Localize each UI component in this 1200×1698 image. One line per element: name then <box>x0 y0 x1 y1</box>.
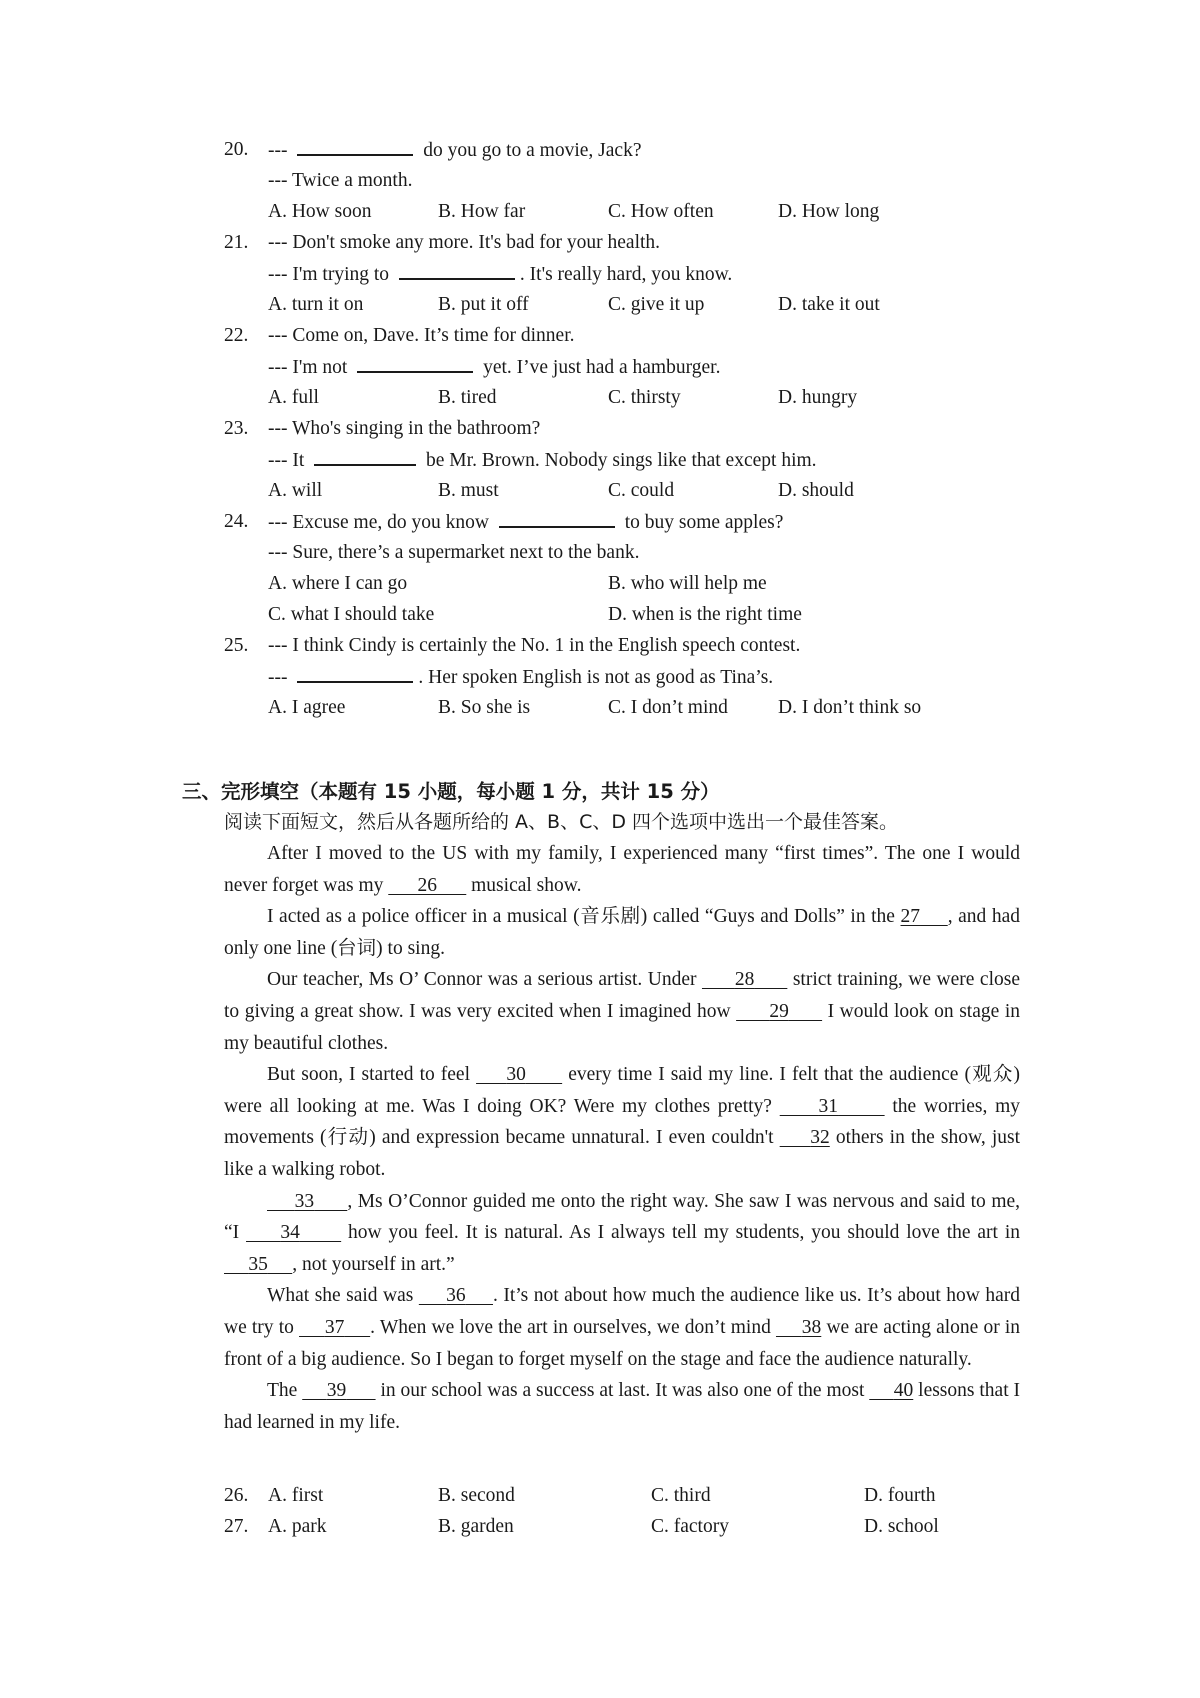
blank-number: 38 <box>801 1316 822 1338</box>
option-c: C. How often <box>608 201 714 222</box>
question-text <box>268 506 783 538</box>
reply-prefix: --- I'm trying to <box>268 264 394 285</box>
reply-suffix: . Her spoken English is not as good as Tina’s. <box>418 667 774 688</box>
option-c: C. give it up <box>608 294 705 315</box>
cloze-blank-35 <box>224 1254 292 1275</box>
question-text: --- Don't smoke any more. It's bad for your health. <box>268 232 661 253</box>
option-a: A. full <box>268 387 319 408</box>
question-reply: --- Sure, there’s a supermarket next to the bank. <box>268 542 640 563</box>
question-text <box>268 134 641 166</box>
option-d: D. hungry <box>778 387 858 408</box>
reply-prefix: --- <box>268 667 293 688</box>
passage-text: others in the show, just like a walking robot. <box>224 1127 1020 1180</box>
blank-number: 39 <box>326 1380 347 1402</box>
cloze-blank-29 <box>736 1001 822 1022</box>
passage-text: . When we love the art in ourselves, we don’t mind <box>370 1316 776 1338</box>
question-number: 21. <box>224 232 249 253</box>
cloze-blank-32 <box>780 1127 830 1148</box>
passage-text: every time I said my line. I felt that the audience (观众) were all looking at me. Was I doing OK? Were my clothes pretty? <box>224 1064 1021 1117</box>
option-d: D. How long <box>778 201 880 222</box>
passage-text: lessons that I had learned in my life. <box>224 1380 1021 1433</box>
option-b: B. must <box>438 480 499 501</box>
option-a: A. first <box>268 1485 324 1506</box>
paragraph-7 <box>224 1375 1020 1438</box>
paragraph-6 <box>224 1280 1020 1375</box>
passage-text: I would look on stage in my beautiful clothes. <box>224 1000 1020 1054</box>
answer-blank <box>357 351 473 373</box>
cloze-blank-33 <box>267 1191 347 1212</box>
cloze-blank-30 <box>476 1064 562 1085</box>
option-b: B. So she is <box>438 697 531 718</box>
answer-blank <box>314 444 416 466</box>
cloze-blank-37 <box>299 1317 370 1338</box>
option-c: C. what I should take <box>268 604 435 625</box>
blank-number: 34 <box>280 1222 300 1244</box>
answer-blank <box>499 506 615 528</box>
option-b: B. tired <box>438 387 497 408</box>
paragraph-4 <box>224 1059 1020 1185</box>
option-d: D. school <box>864 1516 939 1537</box>
reply-suffix: be Mr. Brown. Nobody sings like that except him. <box>421 450 817 471</box>
cloze-blank-31 <box>780 1096 885 1117</box>
cloze-blank-38 <box>776 1317 821 1338</box>
section-instruction: 阅读下面短文，然后从各题所给的 A、B、C、D 四个选项中选出一个最佳答案。 <box>224 811 899 833</box>
question-prefix: --- <box>268 140 293 161</box>
question-reply: --- Twice a month. <box>268 170 413 191</box>
paragraph-3 <box>224 964 1020 1059</box>
passage-text: musical show. <box>466 874 582 896</box>
question-number: 25. <box>224 635 249 656</box>
option-a: A. park <box>268 1516 327 1537</box>
question-number: 22. <box>224 325 249 346</box>
reply-prefix: --- I'm not <box>268 357 353 378</box>
option-c: C. could <box>608 480 675 501</box>
passage-text: strict training, we were close to giving a great show. I was very excited when I imagined how <box>224 969 1020 1022</box>
blank-number: 40 <box>893 1380 914 1402</box>
option-a: A. How soon <box>268 201 372 222</box>
option-a: A. will <box>268 480 323 501</box>
blank-number: 26 <box>417 874 438 896</box>
passage-text: The <box>267 1380 303 1402</box>
question-reply <box>268 661 773 693</box>
passage-text: But soon, I started to feel <box>267 1064 477 1086</box>
passage-text: What she said was <box>267 1285 419 1307</box>
option-a: A. turn it on <box>268 294 364 315</box>
blank-number: 30 <box>506 1064 526 1086</box>
question-text: --- Who's singing in the bathroom? <box>268 418 541 439</box>
cloze-blank-40 <box>869 1380 913 1401</box>
option-b: B. put it off <box>438 294 529 315</box>
passage-text: I acted as a police officer in a musical (音乐剧) called “Guys and Dolls” in the <box>267 906 901 928</box>
blank-number: 29 <box>769 1000 789 1022</box>
question-text: --- I think Cindy is certainly the No. 1 in the English speech contest. <box>268 635 801 656</box>
passage-text: we are acting alone or in front of a big audience. So I began to forget myself on the stage and face the audience naturally. <box>224 1316 1021 1370</box>
option-b: B. How far <box>438 201 526 222</box>
passage-text: in our school was a success at last. It was also one of the most <box>375 1380 870 1402</box>
cloze-passage <box>224 838 1020 1438</box>
paragraph-5 <box>224 1186 1020 1281</box>
passage-text: how you feel. It is natural. As I always tell my students, you should love the art in <box>341 1222 1020 1244</box>
paragraph-1 <box>224 838 1020 901</box>
option-c: C. I don’t mind <box>608 697 728 718</box>
option-b: B. second <box>438 1485 515 1506</box>
passage-text: After I moved to the US with my family, I experienced many “first times”. The one I would never forget was my <box>224 843 1020 896</box>
reply-prefix: --- It <box>268 450 310 471</box>
question-suffix: to buy some apples? <box>619 512 784 533</box>
blank-number: 31 <box>818 1095 839 1117</box>
option-a: A. where I can go <box>268 573 408 594</box>
passage-text: , Ms O’Connor guided me onto the right way. She saw I was nervous and said to me, “I <box>224 1190 1021 1244</box>
option-d: D. should <box>778 480 854 501</box>
reply-suffix: yet. I’ve just had a hamburger. <box>478 357 721 378</box>
cloze-blank-34 <box>246 1222 341 1243</box>
question-reply <box>268 351 720 383</box>
option-d: D. fourth <box>864 1485 936 1506</box>
reply-suffix: . It's really hard, you know. <box>519 264 733 285</box>
question-prefix: --- Excuse me, do you know <box>268 512 494 533</box>
option-a: A. I agree <box>268 697 346 718</box>
passage-text: , not yourself in art.” <box>292 1253 455 1275</box>
blank-number: 37 <box>324 1316 345 1338</box>
section-title: 三、完形填空（本题有 15 小题，每小题 1 分，共计 15 分） <box>182 780 720 803</box>
passage-text: the worries, my movements (行动) and expression became unnatural. I even couldn't <box>224 1095 1020 1149</box>
option-c: C. factory <box>651 1516 729 1537</box>
cloze-blank-27 <box>901 906 948 927</box>
question-reply <box>268 444 817 476</box>
blank-number: 36 <box>446 1285 466 1307</box>
passage-text: , and had only one line (台词) to sing. <box>224 906 1021 959</box>
answer-blank <box>297 134 413 156</box>
answer-blank <box>297 661 413 683</box>
option-b: B. garden <box>438 1516 514 1537</box>
question-reply <box>268 258 732 290</box>
passage-text: Our teacher, Ms O’ Connor was a serious artist. Under <box>267 969 702 991</box>
option-d: D. take it out <box>778 294 880 315</box>
option-c: C. thirsty <box>608 387 681 408</box>
question-number: 27. <box>224 1516 249 1537</box>
blank-number: 28 <box>734 969 755 991</box>
option-c: C. third <box>651 1485 711 1506</box>
question-text: --- Come on, Dave. It’s time for dinner. <box>268 325 575 346</box>
blank-number: 33 <box>294 1190 315 1212</box>
question-number: 23. <box>224 418 249 439</box>
cloze-blank-39 <box>302 1380 375 1401</box>
question-number: 20. <box>224 139 249 160</box>
cloze-blank-36 <box>419 1285 493 1306</box>
cloze-blank-26 <box>388 875 466 896</box>
blank-number: 35 <box>248 1253 268 1275</box>
answer-blank <box>399 258 515 280</box>
passage-text: . It’s not about how much the audience like us. It’s about how hard we try to <box>224 1285 1020 1338</box>
option-b: B. who will help me <box>608 573 767 594</box>
question-number: 24. <box>224 511 249 532</box>
blank-number: 32 <box>810 1127 830 1149</box>
cloze-blank-28 <box>702 969 787 990</box>
question-suffix: do you go to a movie, Jack? <box>418 140 642 161</box>
option-d: D. when is the right time <box>608 604 802 625</box>
blank-number: 27 <box>900 906 921 928</box>
paragraph-2 <box>224 901 1020 964</box>
question-number: 26. <box>224 1485 249 1506</box>
option-d: D. I don’t think so <box>778 697 922 718</box>
